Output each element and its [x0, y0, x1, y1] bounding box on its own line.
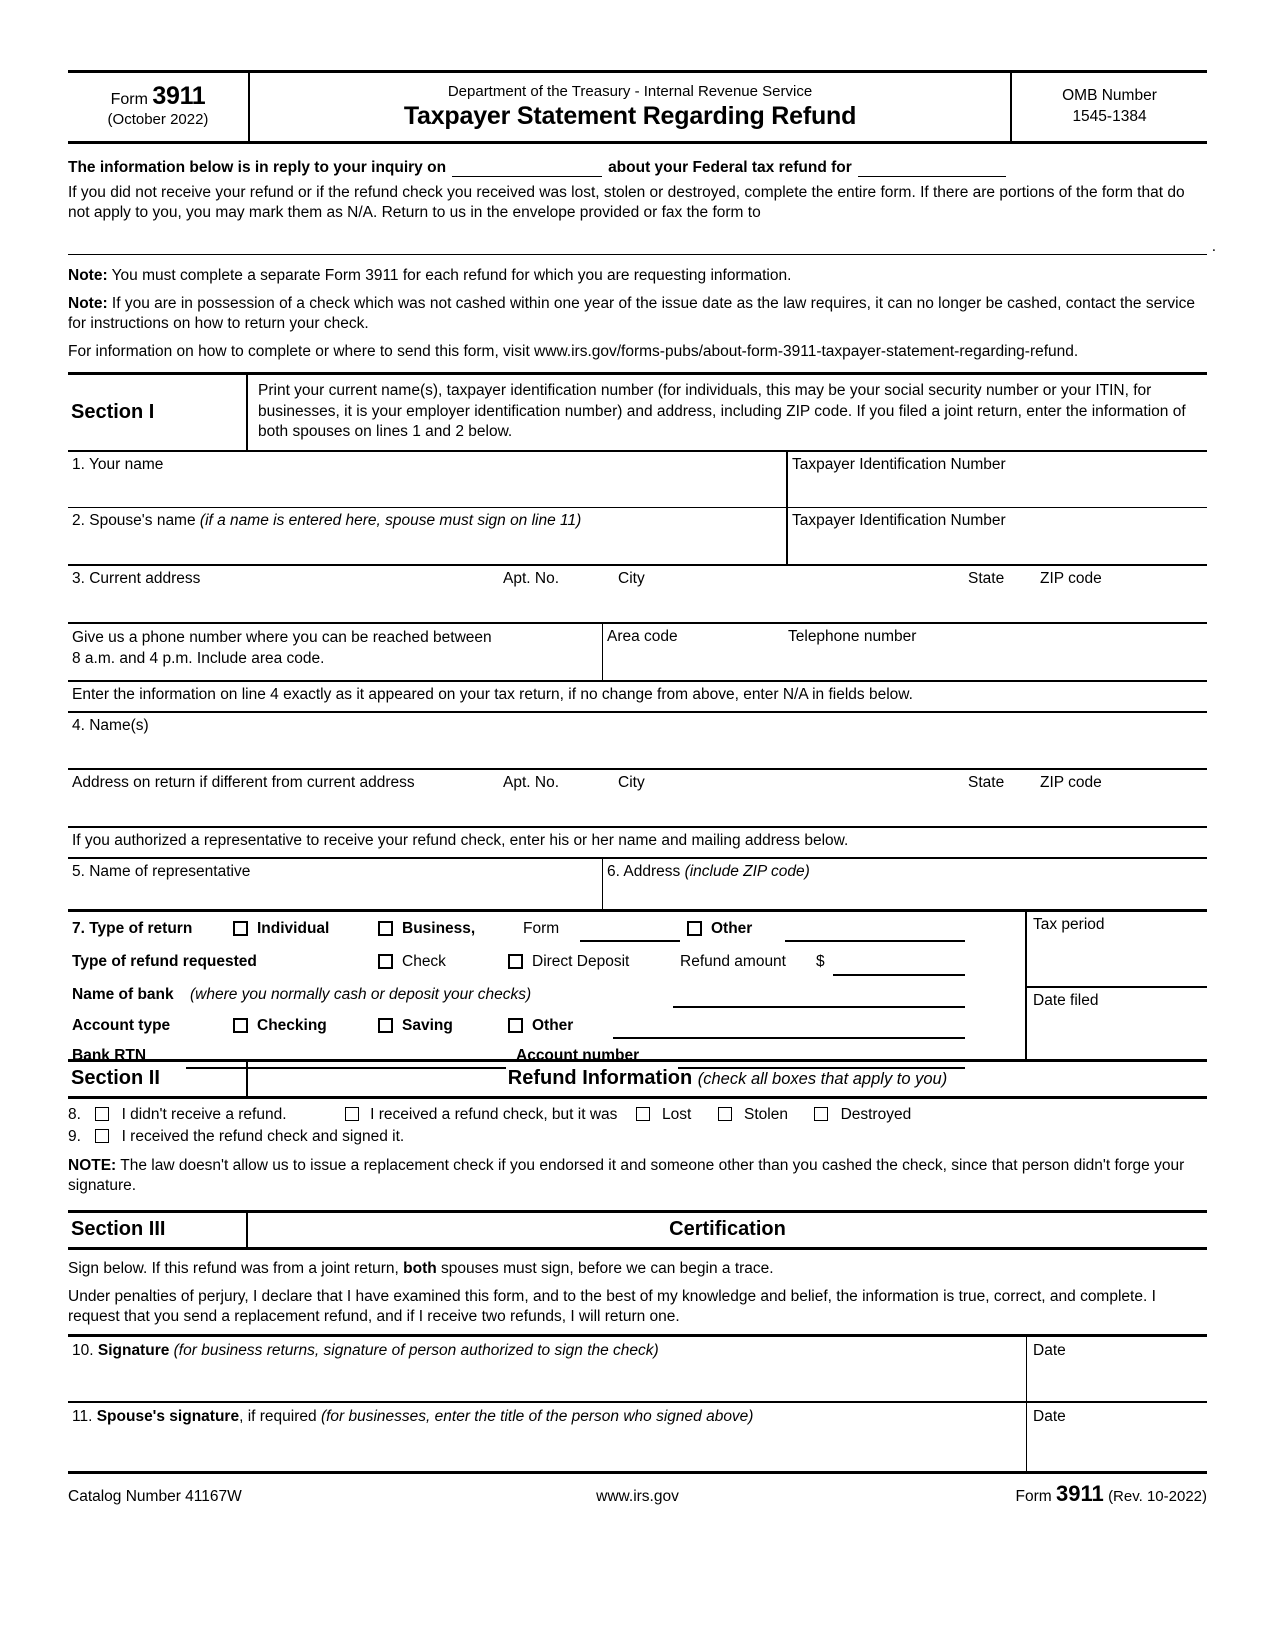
form-number-field[interactable]: [580, 940, 680, 942]
date-filed-label: Date filed: [1033, 991, 1099, 1009]
individual-label: Individual: [257, 919, 330, 937]
account-number-field[interactable]: [678, 1067, 965, 1069]
telephone-number-label: Telephone number: [788, 627, 917, 645]
direct-deposit-checkbox[interactable]: [508, 954, 523, 969]
bank-name-label: Name of bank: [72, 985, 174, 1003]
fax-number-field[interactable]: [68, 224, 1216, 255]
spouse-signature-note: (for businesses, enter the title of the person who signed above): [320, 1407, 754, 1425]
section-2-subtitle: (check all boxes that apply to you): [697, 1069, 948, 1088]
bank-rtn-label: Bank RTN: [72, 1046, 147, 1064]
received-check-label: I received a refund check, but it was: [370, 1105, 618, 1123]
note-2: [68, 294, 1207, 335]
your-tin-label: Taxpayer Identification Number: [792, 455, 1006, 473]
omb-block: [1012, 73, 1207, 141]
saving-checkbox[interactable]: [378, 1018, 393, 1033]
zip-code-label: ZIP code: [1040, 569, 1102, 587]
dollar-sign-label: $: [816, 952, 825, 970]
spouse-signature-date-cell[interactable]: [1027, 1403, 1207, 1471]
row-return-address: [68, 768, 1207, 826]
section-2-title: Refund Information: [507, 1066, 693, 1089]
account-other-checkbox[interactable]: [508, 1018, 523, 1033]
bank-rtn-field[interactable]: [186, 1067, 506, 1069]
section-3-banner: [68, 1210, 1207, 1247]
other-return-checkbox[interactable]: [687, 921, 702, 936]
line-4-instruction-label: Enter the information on line 4 exactly as it appeared on your tax return, if no change from above, enter N/A in fields below.: [72, 685, 913, 703]
rep-address-cell[interactable]: [603, 859, 1207, 909]
sign-below-bold: both: [403, 1259, 437, 1277]
return-city-label: City: [618, 773, 645, 791]
phone-instruction-line-2: 8 a.m. and 4 p.m. Include area code.: [72, 649, 325, 667]
section-3-title: Certification: [669, 1217, 786, 1240]
account-other-label: Other: [532, 1016, 574, 1034]
form-number-label-7: Form: [523, 919, 560, 937]
signature-cell[interactable]: [68, 1337, 1027, 1401]
footer-revision: (Rev. 10-2022): [1108, 1487, 1207, 1505]
intro-block: [68, 144, 1216, 362]
inquiry-middle-label: about your Federal tax refund for: [608, 159, 852, 176]
spouse-tin-cell[interactable]: [788, 508, 1207, 564]
line-7-block: [68, 909, 1207, 1064]
line-8-number: 8.: [68, 1105, 81, 1123]
omb-number: 1545-1384: [1072, 108, 1147, 125]
section-2-note-text: The law doesn't allow us to issue a replacement check if you endorsed it and someone other than you cashed the check, since that person didn't forge your signature.: [68, 1156, 1185, 1195]
spouse-name-cell[interactable]: [68, 508, 788, 564]
section-1-label: Section I: [68, 375, 248, 449]
sign-below-text: [68, 1259, 1207, 1280]
irs-form-3911: [68, 70, 1216, 1507]
tax-period-label: Tax period: [1033, 915, 1105, 933]
line-4-names-label: 4. Name(s): [72, 716, 149, 734]
type-of-return-label: 7. Type of return: [72, 919, 193, 937]
phone-instruction-line-1: Give us a phone number where you can be reached between: [72, 628, 492, 646]
note-2-label: Note:: [68, 294, 108, 312]
phone-instruction-cell: [68, 624, 603, 680]
section-1-banner: [68, 372, 1207, 449]
bank-name-field[interactable]: [673, 1006, 965, 1008]
checking-checkbox[interactable]: [233, 1018, 248, 1033]
business-checkbox[interactable]: [378, 921, 393, 936]
return-zip-code-label: ZIP code: [1040, 773, 1102, 791]
account-number-label: Account number: [516, 1046, 640, 1064]
form-revision-date: (October 2022): [107, 110, 209, 128]
rep-name-cell[interactable]: [68, 859, 603, 909]
area-code-label: Area code: [607, 627, 678, 645]
signed-check-label: I received the refund check and signed it.: [121, 1127, 405, 1145]
rep-address-label: 6. Address: [607, 862, 681, 880]
line-9-row: [68, 1124, 1207, 1146]
form-number-value: 3911: [152, 82, 206, 111]
stolen-label: Stolen: [743, 1105, 788, 1123]
city-label: City: [618, 569, 645, 587]
received-check-checkbox[interactable]: [345, 1107, 359, 1121]
rep-instruction-label: If you authorized a representative to receive your refund check, enter his or her name and mailing address below.: [72, 831, 849, 849]
signed-check-checkbox[interactable]: [95, 1129, 109, 1143]
row-rep-instruction: [68, 826, 1207, 857]
row-line-11: [68, 1401, 1207, 1471]
perjury-text: Under penalties of perjury, I declare that I have examined this form, and to the best of my knowledge and belief, the information is true, correct, and complete. I request that you send a replacement refund, and if I receive two refunds, I will return one.: [68, 1287, 1156, 1326]
footer-form-info: [847, 1481, 1207, 1507]
rep-address-note: (include ZIP code): [684, 862, 810, 880]
your-name-cell[interactable]: [68, 452, 788, 507]
irs-website-link[interactable]: www.irs.gov: [596, 1487, 679, 1505]
line-10-number: 10.: [72, 1341, 98, 1359]
note-1-text: You must complete a separate Form 3911 for each refund for which you are requesting information.: [107, 266, 792, 284]
direct-deposit-label: Direct Deposit: [532, 952, 630, 970]
omb-label: OMB Number: [1062, 87, 1157, 105]
footer-form-number: 3911: [1056, 1480, 1104, 1506]
department-label: Department of the Treasury - Internal Revenue Service: [447, 83, 813, 101]
signature-date-label: Date: [1033, 1341, 1066, 1359]
line-9-number: 9.: [68, 1127, 81, 1145]
spouse-signature-cell[interactable]: [68, 1403, 1027, 1471]
your-name-label: 1. Your name: [72, 455, 164, 473]
saving-label: Saving: [402, 1016, 453, 1034]
date-filed-cell[interactable]: [1027, 988, 1207, 1010]
row-line-3: [68, 564, 1207, 622]
section-1-instructions: Print your current name(s), taxpayer identification number (for individuals, this may be your social security number or your ITIN, for businesses, it is your employer identification number) and address, including ZIP code. If you filed a joint return, enter the information of both spouses on lines 1 and 2 below.: [258, 382, 1186, 441]
sign-below-suffix: spouses must sign, before we can begin a trace.: [436, 1259, 774, 1277]
row-line-1: [68, 450, 1207, 507]
section-2-note-label: NOTE:: [68, 1156, 117, 1174]
spouse-tin-label: Taxpayer Identification Number: [792, 511, 1006, 529]
row-line-2: [68, 507, 1207, 564]
line-8-row: [68, 1099, 1207, 1124]
stolen-checkbox[interactable]: [718, 1107, 732, 1121]
account-type-label: Account type: [72, 1016, 171, 1034]
apt-no-label: Apt. No.: [503, 569, 559, 587]
lost-checkbox[interactable]: [636, 1107, 650, 1121]
check-refund-label: Check: [402, 952, 446, 970]
line-7-left: [68, 912, 1027, 1064]
form-header: [68, 70, 1207, 144]
section-3-label: Section III: [68, 1213, 248, 1247]
state-label: State: [968, 569, 1005, 587]
inquiry-date-field[interactable]: [452, 159, 602, 177]
destroyed-label: Destroyed: [840, 1105, 912, 1123]
no-refund-label: I didn't receive a refund.: [121, 1105, 287, 1123]
current-address-cell[interactable]: [68, 566, 1207, 622]
spouse-signature-mid: , if required: [239, 1407, 321, 1425]
section-3-body: [68, 1247, 1207, 1334]
row-line-4: [68, 711, 1207, 768]
note-1-label: Note:: [68, 266, 108, 284]
form-title-block: [250, 73, 1012, 141]
inquiry-prefix-label: The information below is in reply to your inquiry on: [68, 159, 447, 176]
signature-label: Signature: [97, 1341, 170, 1359]
refund-type-label: Type of refund requested: [72, 952, 257, 970]
individual-checkbox[interactable]: [233, 921, 248, 936]
bank-name-note: (where you normally cash or deposit your checks): [190, 985, 532, 1003]
refund-amount-field[interactable]: [833, 974, 965, 976]
row-line-4-instruction: [68, 680, 1207, 711]
line-11-number: 11.: [72, 1407, 97, 1425]
phone-fields-cell[interactable]: [603, 624, 1207, 680]
form-word-label: Form: [110, 91, 148, 109]
inquiry-line: [68, 153, 1207, 177]
note-2-text: If you are in possession of a check which was not cashed within one year of the issue date as the law requires, it can no longer be cashed, contact the service for instructions on how to return your check.: [68, 294, 1195, 333]
spouse-signature-date-label: Date: [1033, 1407, 1066, 1425]
signature-date-cell[interactable]: [1027, 1337, 1207, 1401]
spouse-name-label: 2. Spouse's name: [72, 511, 196, 529]
more-info-text: For information on how to complete or where to send this form, visit www.irs.gov/forms-pubs/about-form-3911-taxpayer-statement-regarding-refund.: [68, 342, 1079, 360]
sign-below-prefix: Sign below. If this refund was from a joint return,: [68, 1259, 404, 1277]
signature-note: (for business returns, signature of person authorized to sign the check): [169, 1341, 659, 1359]
row-line-5-6: [68, 857, 1207, 909]
lost-label: Lost: [662, 1105, 692, 1123]
intro-paragraph: If you did not receive your refund or if the refund check you received was lost, stolen or destroyed, complete the entire form. If there are portions of the form that do not apply to you, you may mark them as N/A. Return to us in the envelope provided or fax the form to: [68, 184, 1185, 222]
spouse-signature-label: Spouse's signature: [96, 1407, 240, 1425]
rep-instruction-cell: [68, 828, 1207, 857]
business-label: Business,: [402, 919, 476, 937]
footer-form-word: Form: [1015, 1487, 1052, 1505]
page-title: Taxpayer Statement Regarding Refund: [403, 102, 857, 131]
section-2-label: Section II: [68, 1062, 248, 1096]
row-phone: [68, 622, 1207, 680]
fax-period: .: [1211, 237, 1216, 255]
rep-name-label: 5. Name of representative: [72, 862, 251, 880]
account-other-field[interactable]: [613, 1037, 965, 1039]
current-address-label: 3. Current address: [72, 569, 201, 587]
line-4-instruction-cell: [68, 682, 1207, 711]
no-refund-checkbox[interactable]: [95, 1107, 109, 1121]
section-2-body: [68, 1096, 1207, 1201]
form-footer: [68, 1471, 1207, 1507]
catalog-number: Catalog Number 41167W: [68, 1487, 242, 1505]
line-4-names-cell[interactable]: [68, 713, 1207, 768]
refund-year-field[interactable]: [858, 159, 1006, 177]
checking-label: Checking: [257, 1016, 327, 1034]
other-return-field[interactable]: [785, 940, 965, 942]
line-7-right: [1027, 912, 1207, 1059]
form-number-block: [68, 73, 250, 141]
note-1: [68, 266, 1207, 287]
return-state-label: State: [968, 773, 1005, 791]
check-refund-checkbox[interactable]: [378, 954, 393, 969]
refund-amount-label: Refund amount: [680, 952, 786, 970]
other-return-label: Other: [711, 919, 753, 937]
tax-period-cell[interactable]: [1027, 912, 1207, 988]
your-tin-cell[interactable]: [788, 452, 1207, 507]
return-apt-no-label: Apt. No.: [503, 773, 559, 791]
spouse-name-note: (if a name is entered here, spouse must sign on line 11): [199, 511, 582, 529]
section-2-note: [68, 1156, 1207, 1197]
form-number-line: [111, 83, 206, 109]
return-address-cell[interactable]: [68, 770, 1207, 826]
row-line-10: [68, 1334, 1207, 1401]
return-address-label: Address on return if different from current address: [72, 773, 415, 791]
destroyed-checkbox[interactable]: [814, 1107, 828, 1121]
